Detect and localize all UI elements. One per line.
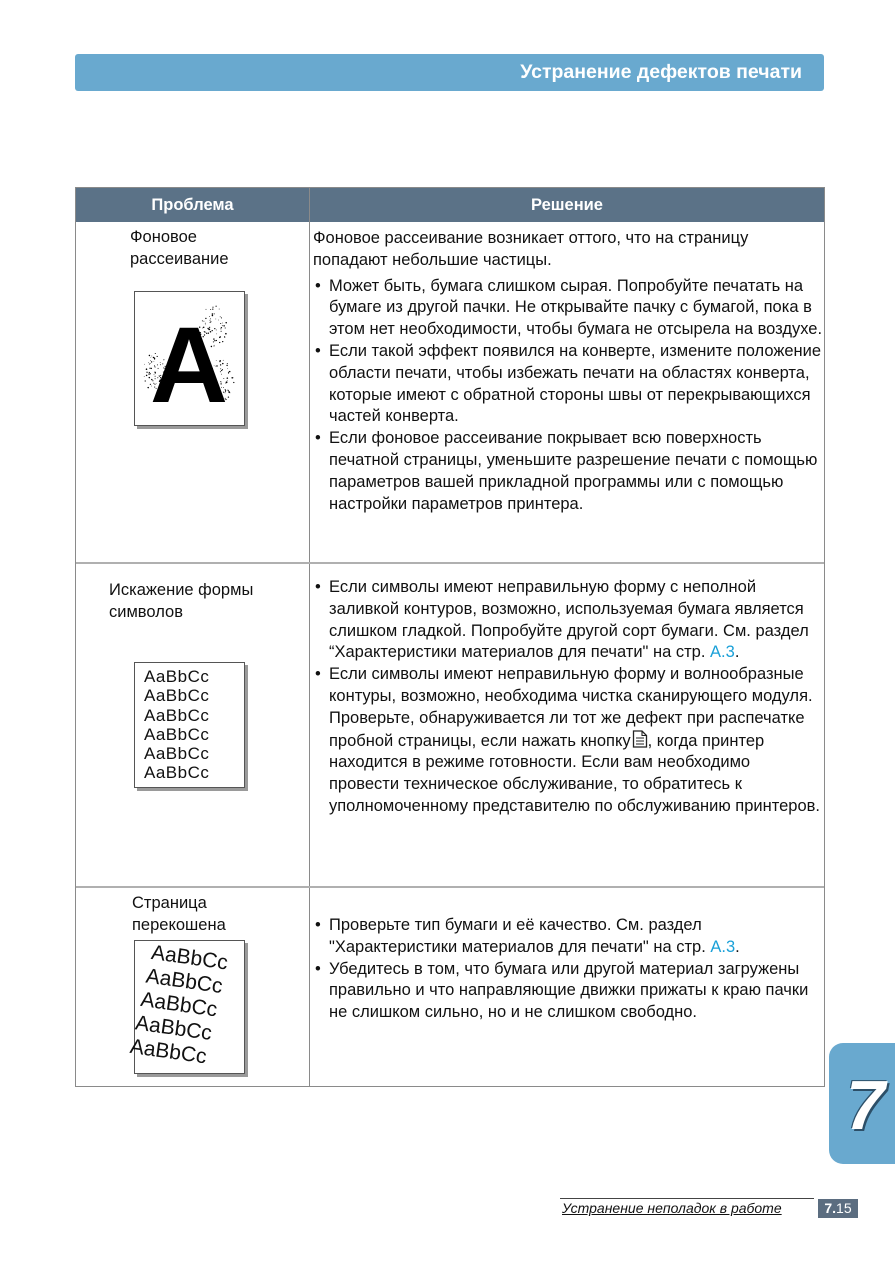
sample-text-line: AaBbCc <box>144 964 224 998</box>
solution-list <box>313 276 823 516</box>
problem-background-scatter: Фоновое рассеивание <box>130 228 229 268</box>
column-header-problem: Проблема <box>151 196 234 214</box>
scatter-dot <box>229 371 230 372</box>
scatter-dot <box>233 377 234 378</box>
scatter-dot <box>148 362 149 363</box>
scatter-dot <box>228 373 229 374</box>
scatter-dot <box>146 372 147 373</box>
scatter-dot <box>144 376 145 377</box>
section-title: Устранение дефектов печати <box>520 61 802 83</box>
scatter-dot <box>229 392 230 393</box>
page-link[interactable]: A.3 <box>710 643 735 662</box>
scatter-dot <box>146 368 148 370</box>
list-item: • Если символы имеют неправильную форму с неполной заливкой контуров, возможно, используемая бумага является слишком гладкой. Попробуйте другой сорт бумаги. См. раздел “Характеристики материалов для печати" на стр. A.3. <box>313 577 823 664</box>
column-divider <box>309 188 310 1086</box>
sample-text-line: AaBbCc <box>133 1011 214 1045</box>
solution-intro: Фоновое рассеивание возникает оттого, что на страницу попадают небольшие частицы. <box>313 229 749 269</box>
footer-rule <box>560 1198 814 1199</box>
list-item: • Может быть, бумага слишком сырая. Попробуйте печатать на бумаге из другой пачки. Не открывайте пачку с бумагой, пока в этом нет необходимости, чтобы бумага не отсырела на воздухе. <box>313 276 823 341</box>
sample-background-scatter-image <box>134 291 245 426</box>
solution-background-scatter <box>313 228 823 515</box>
sample-text-line: AaBbCc <box>144 724 210 744</box>
solution-skewed-page <box>313 915 823 1024</box>
list-item: • Если такой эффект появился на конверте, измените положение области печати, чтобы избежать печати на областях конверта, которые имеют с обратной стороны швы от перекрывающихся частей конверта. <box>313 341 823 428</box>
page-chapter: 7. <box>824 1200 837 1216</box>
scatter-dot <box>233 382 234 383</box>
sample-text-line: AaBbCc <box>139 987 219 1022</box>
sample-text-line: AaBbCc <box>144 667 210 686</box>
page-link[interactable]: A.3 <box>710 937 736 956</box>
sample-text-block <box>144 667 209 783</box>
sample-letter: A <box>150 304 228 425</box>
scatter-dot <box>228 372 229 373</box>
chapter-number: 7 <box>846 1066 885 1144</box>
demo-page-icon <box>632 730 648 748</box>
scatter-dot <box>147 387 148 388</box>
troubleshooting-table <box>75 187 825 1087</box>
problem-misformed-characters: Искажение формы символов <box>109 581 254 621</box>
section-banner <box>75 54 824 91</box>
scatter-letter-graphic <box>135 292 244 425</box>
problem-skewed-page: Страница перекошена <box>132 894 226 934</box>
scatter-dot <box>144 364 145 365</box>
list-item: • Проверьте тип бумаги и её качество. См. раздел "Характеристики материалов для печати" на стр. A.3. <box>313 915 823 959</box>
skewed-text-block <box>128 941 230 1071</box>
table-header <box>76 188 824 222</box>
footer-section-title: Устранение неполадок в работе <box>562 1200 782 1216</box>
list-item: • Убедитесь в том, что бумага или другой материал загружены правильно и что направляющие движки прижаты к краю пачки не слишком сильно, но и не слишком свободно. <box>313 959 823 1024</box>
sample-skewed-page-image <box>128 940 245 1074</box>
sample-text-line: AaBbCc <box>128 1034 209 1069</box>
chapter-tab <box>829 1043 895 1164</box>
scatter-dot <box>146 375 148 377</box>
solution-misformed-characters <box>313 577 823 818</box>
solution-list <box>313 577 823 818</box>
row-divider <box>76 562 824 564</box>
page-index: 15 <box>836 1200 852 1216</box>
sample-text-line: AaBbCc <box>144 686 210 706</box>
page-number <box>818 1199 858 1218</box>
sample-text-line: AaBbCc <box>149 941 230 975</box>
solution-list <box>313 915 823 1024</box>
sample-text-line: AaBbCc <box>144 744 210 764</box>
row-divider <box>76 886 824 888</box>
sample-text-line: AaBbCc <box>144 763 210 783</box>
column-header-solution: Решение <box>531 196 603 214</box>
list-item: • Если символы имеют неправильную форму и волнообразные контуры, возможно, необходима чистка сканирующего модуля. Проверьте, обнаруживается ли тот же дефект при распечатке пробной страницы, если нажать кнопку , когда принтер находится в режиме готовности. Если вам необходимо провести техническое обслуживание, то обратитесь к уполномоченному представителю по обслуживанию принтеров. <box>313 664 823 818</box>
list-item: • Если фоновое рассеивание покрывает всю поверхность печатной страницы, уменьшите разрешение печати с помощью параметров вашей прикладной программы или с помощью настройки параметров принтера. <box>313 428 823 515</box>
sample-text-line: AaBbCc <box>144 705 210 725</box>
scatter-dot <box>145 380 146 381</box>
sample-misformed-characters-image <box>134 662 245 788</box>
